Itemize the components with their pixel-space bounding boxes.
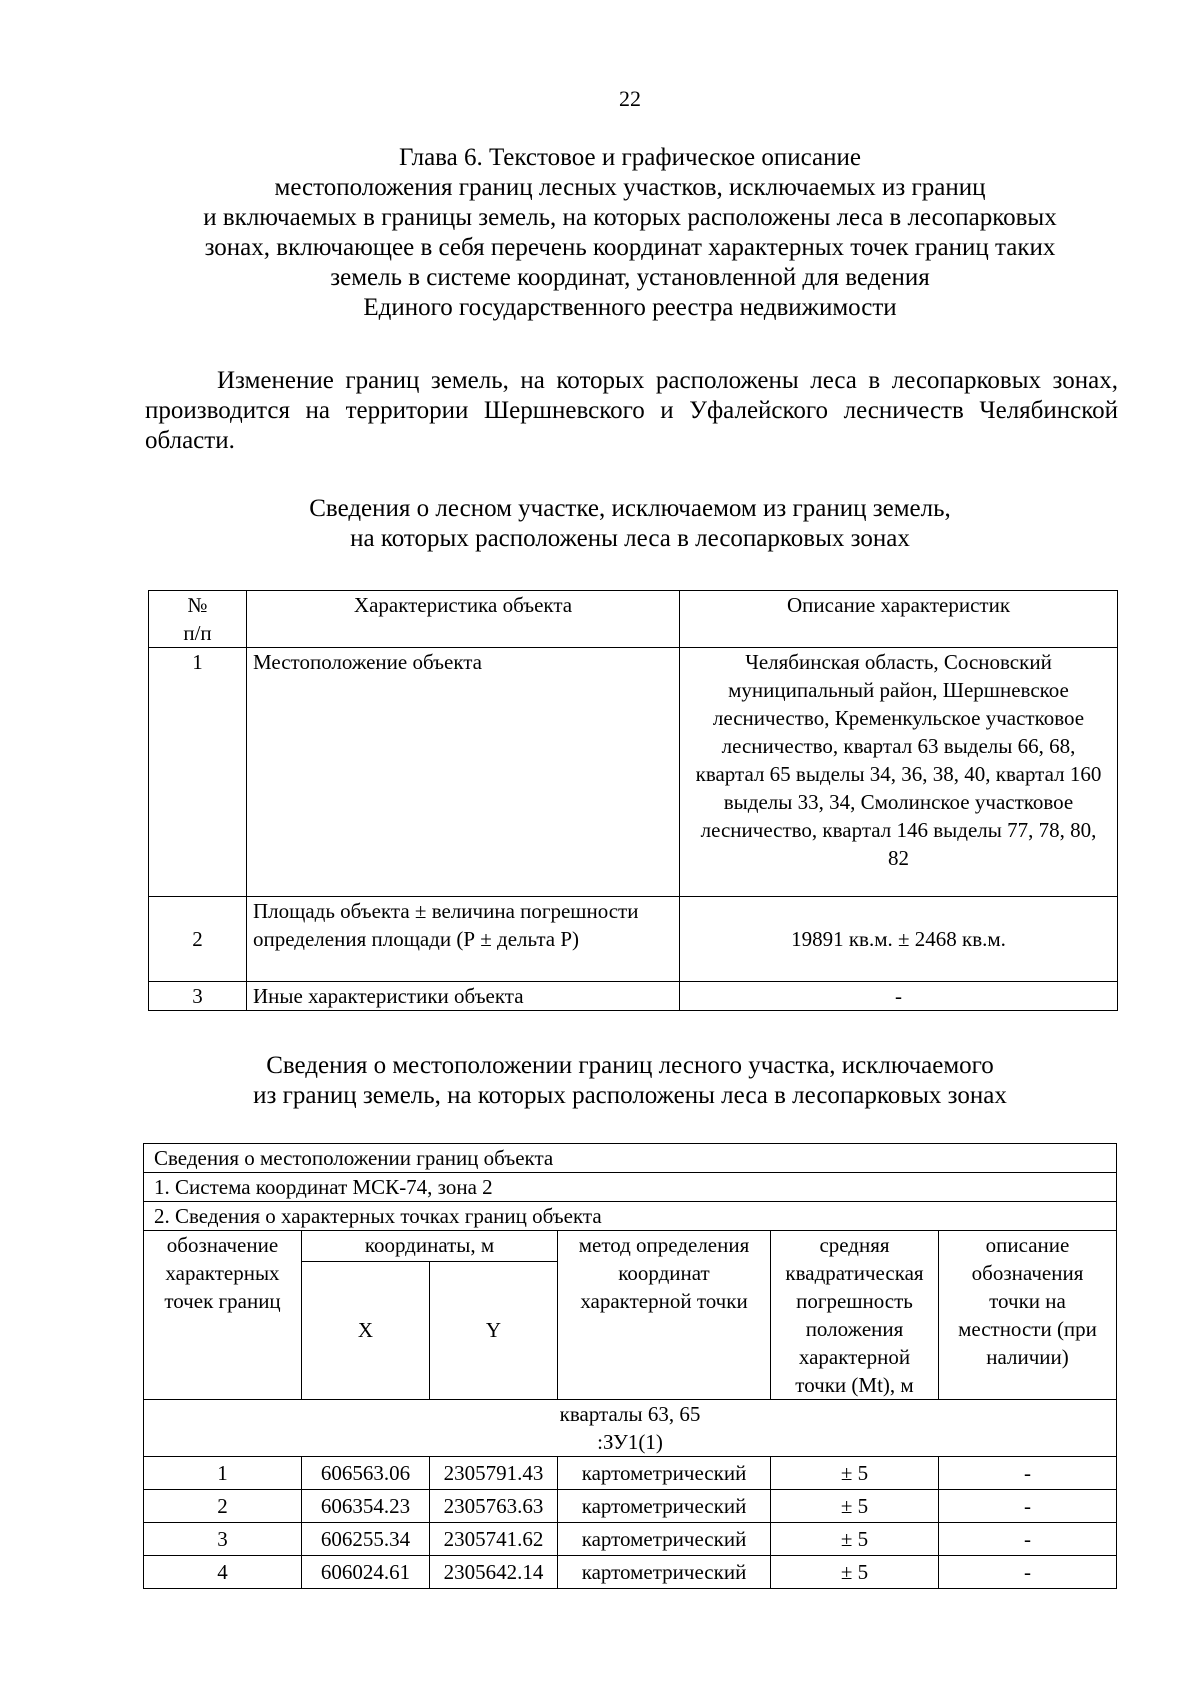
row-characteristic: Иные характеристики объекта — [247, 982, 680, 1011]
section2-heading — [140, 1051, 1120, 1111]
object-characteristics-table — [148, 590, 1118, 1011]
column-header-coordinates: координаты, м — [302, 1231, 558, 1262]
chapter-title — [140, 143, 1120, 323]
point-y: 2305763.63 — [430, 1490, 558, 1523]
chapter-title-line: и включаемых в границы земель, на которых расположены леса в лесопарковых — [203, 204, 1057, 231]
point-x: 606255.34 — [302, 1523, 430, 1556]
point-description: - — [939, 1523, 1117, 1556]
point-y: 2305791.43 — [430, 1457, 558, 1490]
section1-heading-line: Сведения о лесном участке, исключаемом из границ земель, — [309, 495, 951, 522]
row-characteristic: Площадь объекта ± величина погрешности определения площади (Р ± дельта Р) — [247, 897, 680, 982]
point-method: картометрический — [558, 1457, 771, 1490]
chapter-title-line: зонах, включающее в себя перечень координат характерных точек границ таких — [204, 234, 1056, 261]
coord-system-row — [144, 1173, 1117, 1202]
column-header-number: № п/п — [149, 591, 247, 648]
point-error: ± 5 — [771, 1523, 939, 1556]
column-header-method: метод определения координат характерной точки — [558, 1231, 771, 1400]
table-header-row — [149, 591, 1118, 648]
point-error: ± 5 — [771, 1556, 939, 1589]
table-title-row — [144, 1144, 1117, 1173]
table-row — [149, 897, 1118, 982]
column-header-description: Описание характеристик — [680, 591, 1118, 648]
table-row — [149, 648, 1118, 897]
table-row — [144, 1523, 1117, 1556]
column-header-row — [144, 1231, 1117, 1262]
group-label-parcel: :ЗУ1(1) — [597, 1430, 663, 1454]
point-error: ± 5 — [771, 1457, 939, 1490]
section1-heading — [140, 494, 1120, 554]
row-description: - — [680, 982, 1118, 1011]
table-row — [149, 982, 1118, 1011]
table-row — [144, 1556, 1117, 1589]
points-heading-row — [144, 1202, 1117, 1231]
coord-system: 1. Система координат МСК-74, зона 2 — [144, 1173, 1117, 1202]
point-error: ± 5 — [771, 1490, 939, 1523]
column-header-y: Y — [430, 1261, 558, 1399]
point-description: - — [939, 1490, 1117, 1523]
chapter-title-line: Единого государственного реестра недвижимости — [363, 294, 897, 321]
chapter-title-line: местоположения границ лесных участков, исключаемых из границ — [274, 174, 986, 201]
column-header-x: X — [302, 1261, 430, 1399]
point-id: 1 — [144, 1457, 302, 1490]
point-x: 606024.61 — [302, 1556, 430, 1589]
column-header-point-description: описание обозначения точки на местности (при наличии) — [939, 1231, 1117, 1400]
point-description: - — [939, 1457, 1117, 1490]
column-header-characteristic: Характеристика объекта — [247, 591, 680, 648]
intro-paragraph: Изменение границ земель, на которых расположены леса в лесопарковых зонах, производится на территории Шершневского и Уфалейского лесничеств Челябинской области. — [145, 367, 1118, 454]
table-row — [144, 1490, 1117, 1523]
point-method: картометрический — [558, 1523, 771, 1556]
row-number: 2 — [149, 897, 247, 982]
points-heading: 2. Сведения о характерных точках границ объекта — [144, 1202, 1117, 1231]
row-number: 1 — [149, 648, 247, 897]
group-label-quarters: кварталы 63, 65 — [559, 1402, 701, 1426]
point-method: картометрический — [558, 1556, 771, 1589]
point-x: 606354.23 — [302, 1490, 430, 1523]
table-row — [144, 1457, 1117, 1490]
row-description: Челябинская область, Сосновский муниципальный район, Шершневское лесничество, Кременкульское участковое лесничество, квартал 63 выделы 66, 68, квартал 65 выделы 34, 36, 38, 40, квартал 160 выделы 33, 34, Смолинское участковое лесничество, квартал 146 выделы 77, 78, 80, 82 — [680, 648, 1118, 897]
table-title: Сведения о местоположении границ объекта — [144, 1144, 1117, 1173]
row-number: 3 — [149, 982, 247, 1011]
section1-heading-line: на которых расположены леса в лесопарковых зонах — [350, 525, 910, 552]
row-description: 19891 кв.м. ± 2468 кв.м. — [680, 897, 1118, 982]
point-x: 606563.06 — [302, 1457, 430, 1490]
point-id: 2 — [144, 1490, 302, 1523]
point-id: 4 — [144, 1556, 302, 1589]
point-method: картометрический — [558, 1490, 771, 1523]
row-characteristic: Местоположение объекта — [247, 648, 680, 897]
section2-heading-line: из границ земель, на которых расположены леса в лесопарковых зонах — [253, 1082, 1007, 1109]
point-id: 3 — [144, 1523, 302, 1556]
boundary-points-table — [143, 1143, 1117, 1589]
point-description: - — [939, 1556, 1117, 1589]
chapter-title-line: Глава 6. Текстовое и графическое описание — [399, 144, 861, 171]
page-number: 22 — [619, 86, 641, 111]
point-y: 2305741.62 — [430, 1523, 558, 1556]
section2-heading-line: Сведения о местоположении границ лесного участка, исключаемого — [266, 1052, 994, 1079]
group-row — [144, 1400, 1117, 1457]
column-header-designation: обозначение характерных точек границ — [144, 1231, 302, 1400]
chapter-title-line: земель в системе координат, установленной для ведения — [330, 264, 930, 291]
point-y: 2305642.14 — [430, 1556, 558, 1589]
group-label — [144, 1400, 1117, 1457]
column-header-error: средняя квадратическая погрешность положения характерной точки (Mt), м — [771, 1231, 939, 1400]
